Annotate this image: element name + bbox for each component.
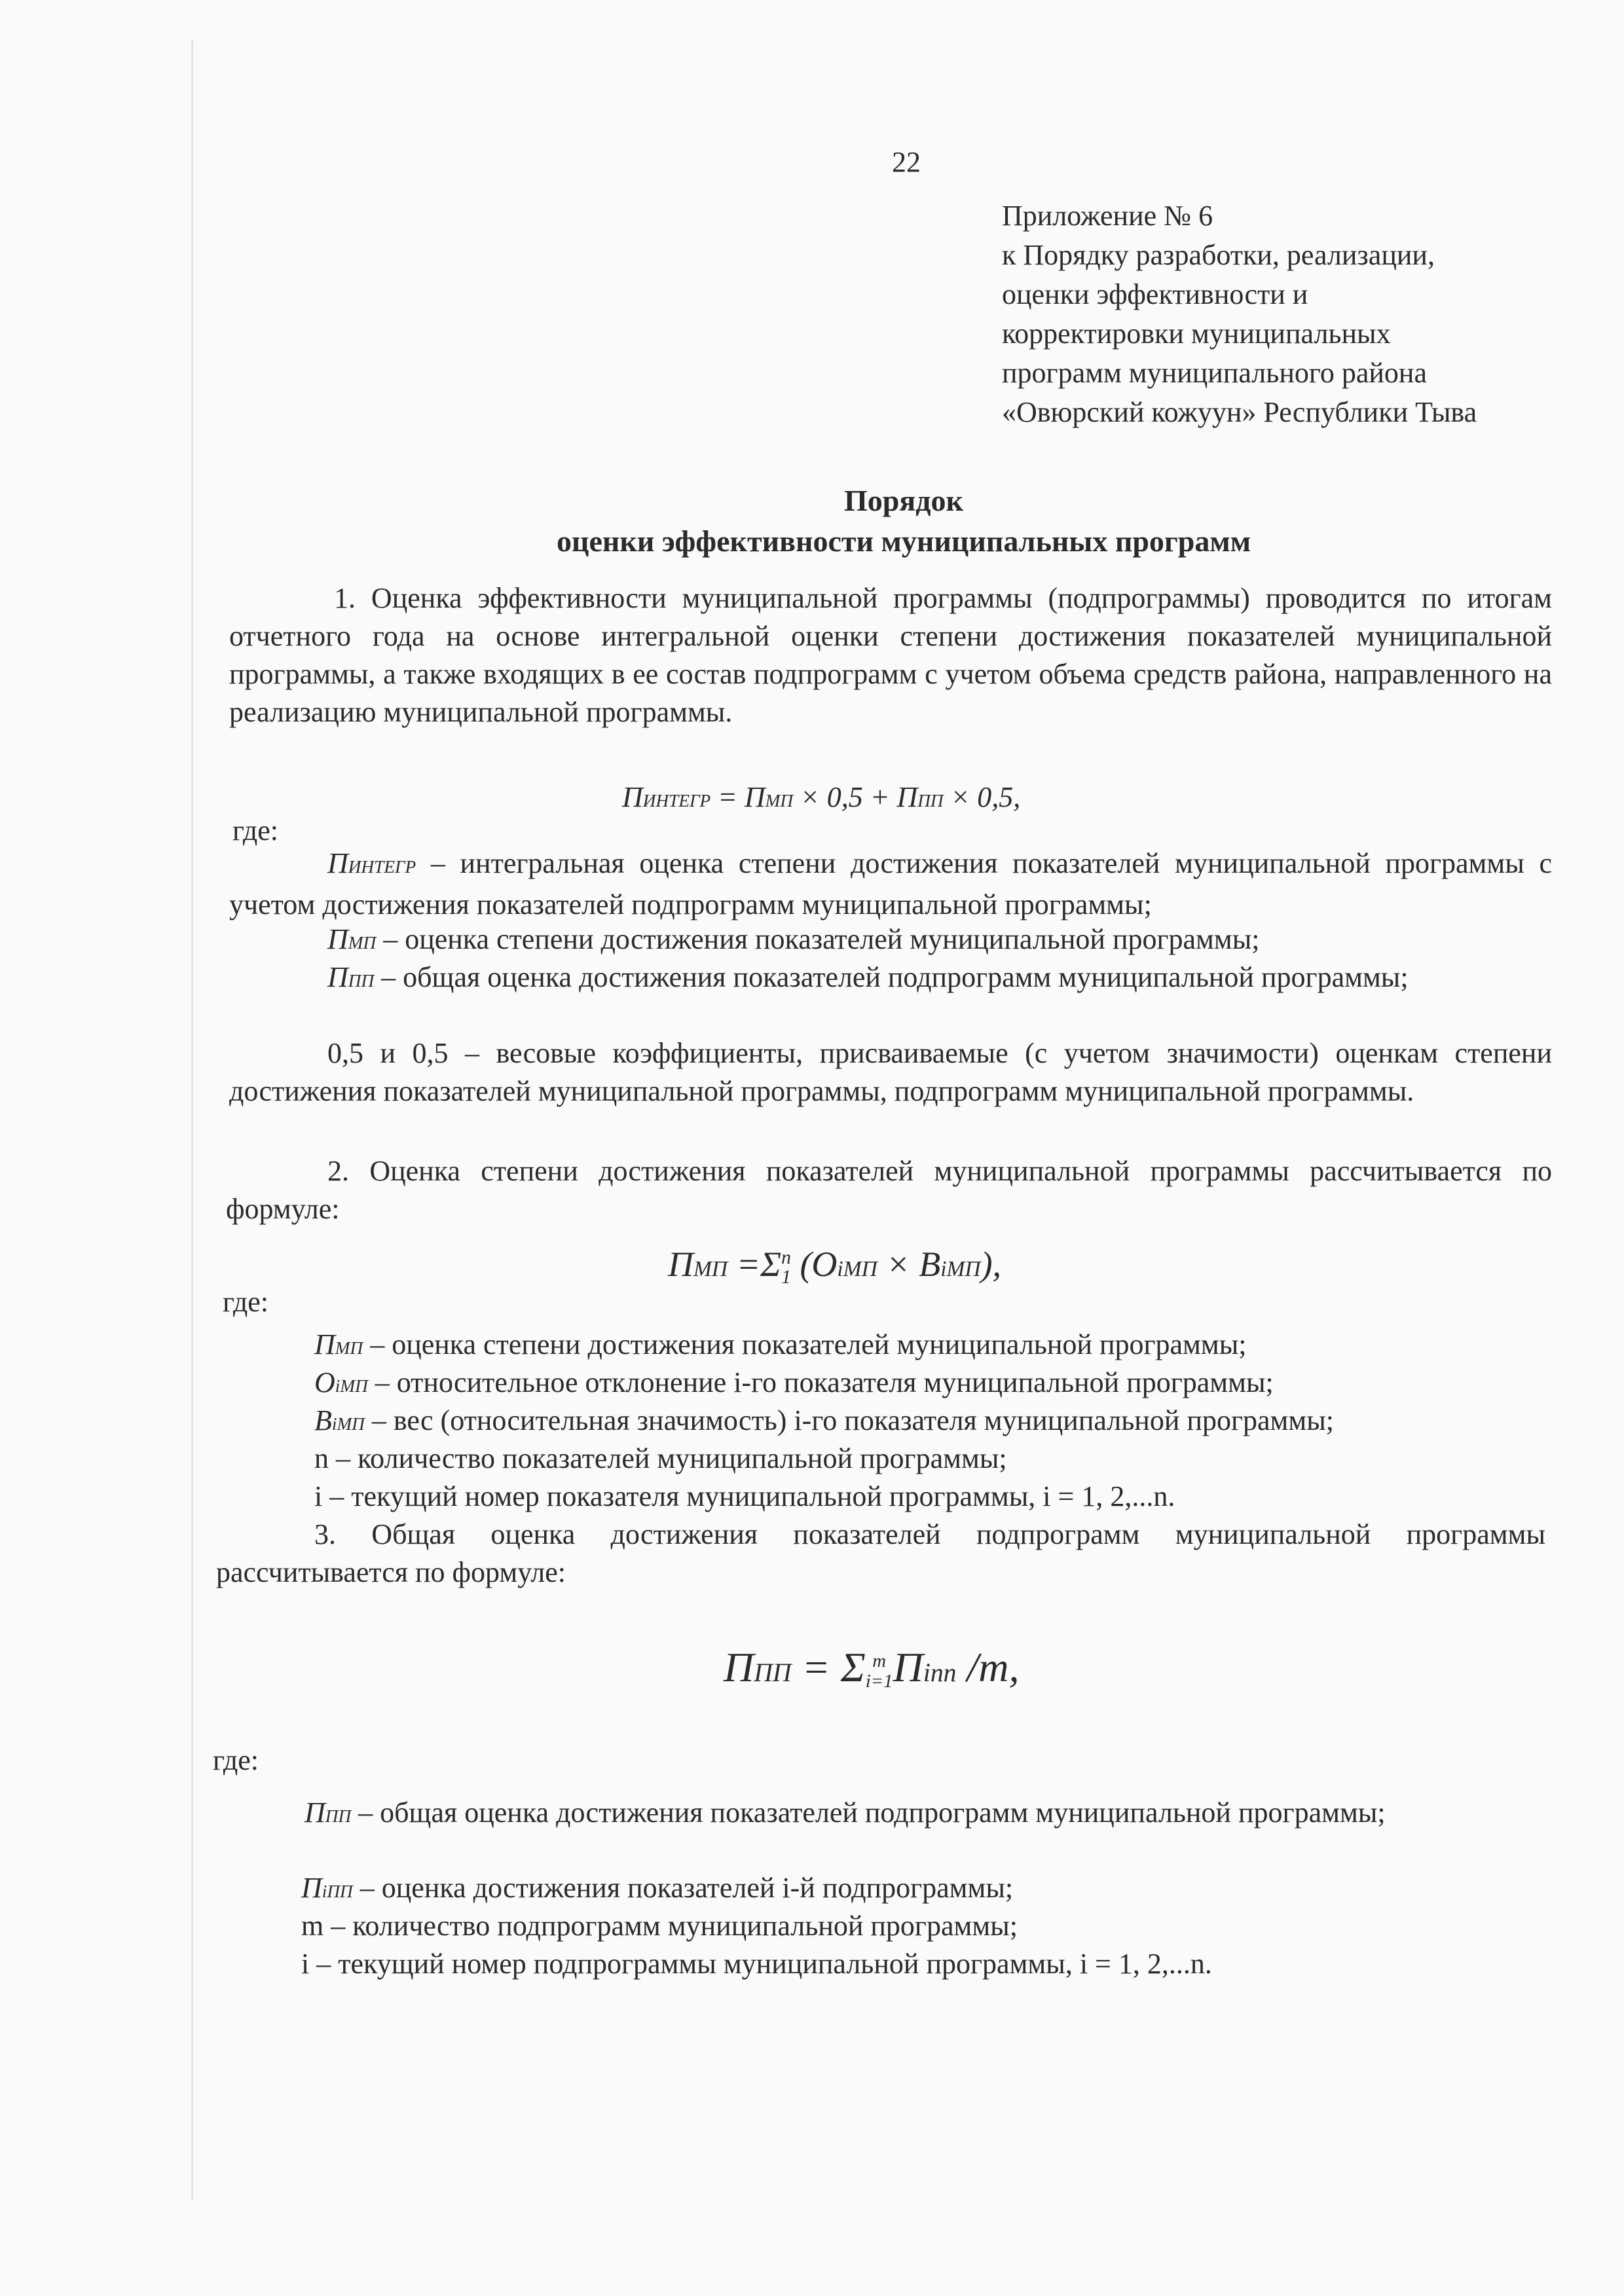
def-n: n – количество показателей муниципальной программы;: [314, 1442, 1007, 1474]
appendix-line: корректировки муниципальных: [1002, 318, 1391, 350]
def-o-imp: [314, 1364, 1274, 1405]
def-subscript: iМП: [331, 1414, 365, 1434]
def-symbol: O: [314, 1366, 335, 1398]
sum-lower-limit: 1: [781, 1266, 791, 1288]
formula-operator: × 0,5,: [943, 781, 1021, 813]
formula-sum-limits: [781, 1248, 791, 1287]
def-subscript: МП: [348, 933, 377, 953]
def-text: – оценка степени достижения показателей муниципальной программы;: [363, 1328, 1247, 1360]
def-symbol: П: [327, 847, 348, 879]
where-label: где:: [223, 1286, 268, 1318]
mp-formula: [668, 1244, 1001, 1287]
def-symbol: П: [304, 1796, 325, 1829]
def-i-pp: [301, 1869, 1013, 1910]
formula-subscript: ПП: [754, 1658, 792, 1687]
formula-subscript: МП: [765, 791, 794, 811]
formula-subscript: iпп: [923, 1658, 957, 1687]
def-m: m – количество подпрограмм муниципальной программы;: [301, 1910, 1018, 1942]
pp-formula: [724, 1643, 1020, 1692]
def-mp: [327, 920, 1260, 962]
def-text: – относительное отклонение i-го показателя муниципальной программы;: [367, 1366, 1274, 1398]
formula-sum-limits: [866, 1651, 893, 1692]
def-i: i – текущий номер показателя муниципальной программы, i = 1, 2,...n.: [314, 1480, 1175, 1512]
def-b-imp: [314, 1402, 1334, 1443]
sum-upper-limit: m: [872, 1650, 887, 1671]
formula-symbol: П: [622, 781, 643, 813]
def-pp: [229, 958, 1552, 1000]
document-title: Порядок: [843, 484, 964, 517]
def-text: – оценка достижения показателей i-й подпрограммы;: [352, 1872, 1014, 1904]
formula-symbol: П: [893, 1644, 923, 1690]
appendix-line: Приложение № 6: [1002, 200, 1213, 232]
section-3-paragraph: 3. Общая оценка достижения показателей подпрограмм муниципальной программы рассчитывается по формуле:: [216, 1518, 1545, 1588]
def-symbol: П: [327, 923, 348, 955]
formula-symbol: П: [724, 1644, 754, 1690]
formula-operator: =: [710, 781, 745, 813]
def-subscript: iМП: [335, 1376, 368, 1396]
def-text: – общая оценка достижения показателей подпрограмм муниципальной программы;: [374, 961, 1409, 993]
formula-sum: = Σ: [791, 1644, 866, 1690]
section-1-paragraph: 1. Оценка эффективности муниципальной программы (подпрограммы) проводится по итогам отчетного года на основе интегральной оценки степени достижения показателей муниципальной программы, а также входящих в ее состав подпрограмм с учетом объема средств района, направленного на реализацию муниципальной программы.: [229, 582, 1552, 728]
def-symbol: B: [314, 1404, 332, 1436]
where-label: где:: [213, 1744, 259, 1776]
appendix-line: «Овюрский кожуун» Республики Тыва: [1002, 396, 1477, 428]
def-text: – оценка степени достижения показателей муниципальной программы;: [376, 923, 1260, 955]
def-integr: [229, 845, 1552, 924]
formula-subscript: ИНТЕГР: [642, 791, 711, 811]
def-subscript: iПП: [322, 1882, 353, 1901]
formula-operator: (O: [790, 1245, 838, 1284]
formula-sum: =Σ: [728, 1245, 782, 1284]
formula-subscript: iМП: [940, 1257, 981, 1281]
formula-subscript: МП: [693, 1257, 728, 1281]
sum-lower-limit: i=1: [865, 1671, 893, 1692]
def-text: – общая оценка достижения показателей подпрограмм муниципальной программы;: [351, 1796, 1386, 1829]
section-2-paragraph: 2. Оценка степени достижения показателей муниципальной программы рассчитывается по формуле:: [226, 1155, 1552, 1225]
def-text: – вес (относительная значимость) i-го показателя муниципальной программы;: [364, 1404, 1334, 1436]
def-subscript: МП: [335, 1338, 363, 1358]
def-subscript: ПП: [325, 1806, 352, 1826]
def-pp-total: [210, 1794, 1526, 1835]
where-label: где:: [232, 814, 278, 847]
def-text: – интегральная оценка степени достижения показателей муниципальной программы с учетом достижения показателей подпрограмм муниципальной программы;: [229, 847, 1552, 920]
formula-symbol: П: [896, 781, 918, 813]
formula-symbol: П: [744, 781, 766, 813]
def-i-sub: i – текущий номер подпрограммы муниципальной программы, i = 1, 2,...n.: [301, 1948, 1212, 1980]
formula-subscript: ПП: [917, 791, 944, 811]
formula-operator: × B: [877, 1245, 941, 1284]
def-subscript: ПП: [348, 971, 375, 991]
page-number: 22: [892, 146, 921, 178]
formula-subscript: iМП: [837, 1257, 877, 1281]
integral-formula: [622, 780, 1020, 814]
appendix-header: [1002, 196, 1477, 432]
formula-symbol: П: [668, 1245, 693, 1284]
appendix-line: программ муниципального района: [1002, 357, 1427, 389]
sum-upper-limit: n: [781, 1247, 791, 1268]
def-weights: 0,5 и 0,5 – весовые коэффициенты, присваиваемые (с учетом значимости) оценкам степени достижения показателей муниципальной программы, подпрограмм муниципальной программы.: [229, 1037, 1552, 1107]
appendix-line: оценки эффективности и: [1002, 278, 1308, 310]
formula-operator: /m,: [956, 1644, 1020, 1690]
def-p-mp: [314, 1326, 1247, 1367]
document-subtitle: оценки эффективности муниципальных программ: [556, 524, 1251, 558]
def-symbol: П: [301, 1872, 322, 1904]
formula-operator: × 0,5 +: [793, 781, 897, 813]
def-symbol: П: [314, 1328, 335, 1360]
def-symbol: П: [327, 961, 348, 993]
appendix-line: к Порядку разработки, реализации,: [1002, 239, 1435, 271]
def-subscript: ИНТЕГР: [348, 857, 416, 877]
formula-operator: ),: [980, 1245, 1002, 1284]
scan-edge-line: [191, 39, 193, 2200]
